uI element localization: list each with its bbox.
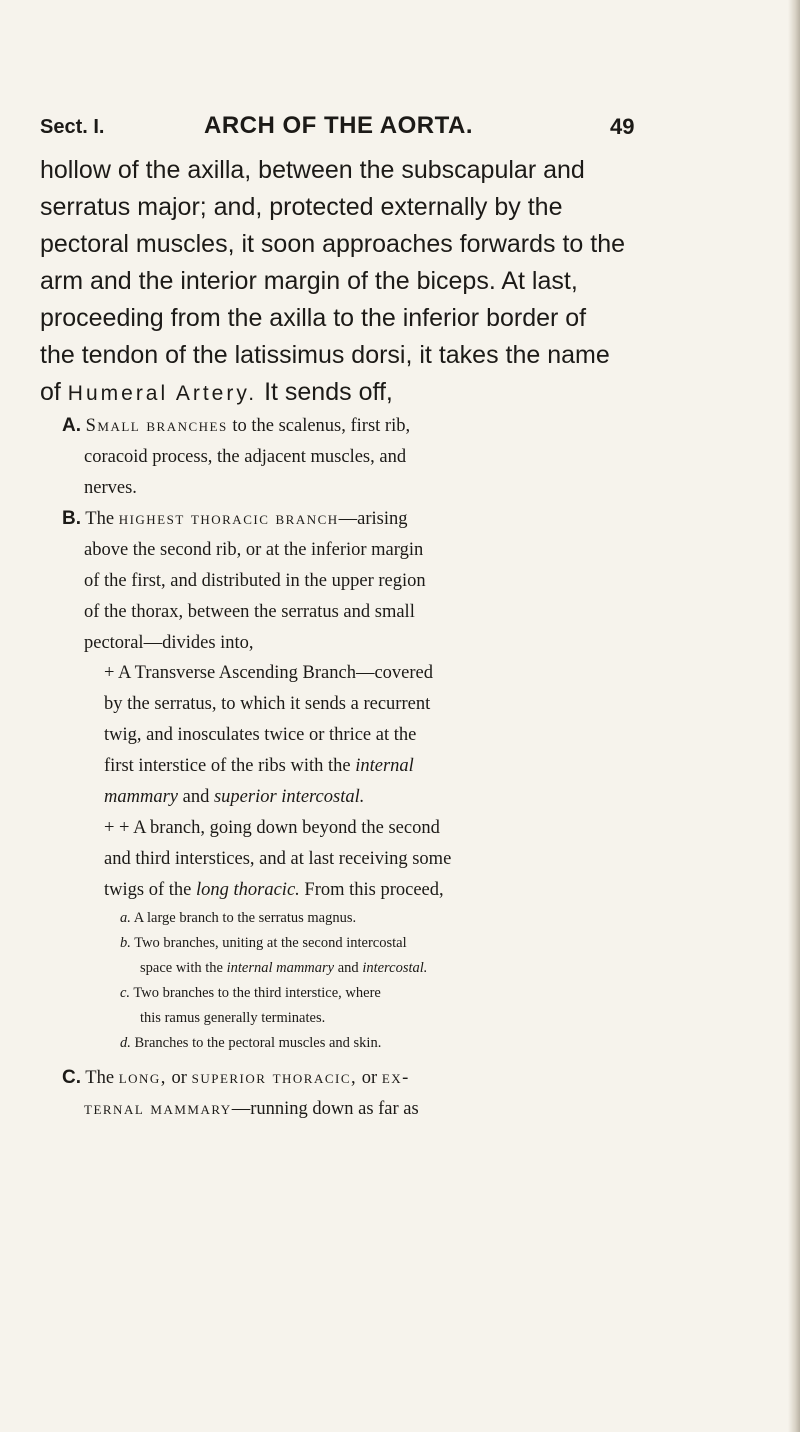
text-segment: or bbox=[357, 1068, 382, 1088]
text-line: hollow of the axilla, between the subscapular and bbox=[40, 156, 585, 184]
subitem-label: c. bbox=[120, 985, 131, 1001]
text-line: serratus major; and, protected externally by the bbox=[40, 193, 563, 221]
subitem-c bbox=[120, 981, 800, 1006]
descending-branch bbox=[104, 813, 800, 906]
text-line: arm and the interior margin of the biceps. At last, bbox=[40, 267, 578, 295]
subitem-b bbox=[120, 931, 800, 956]
item-heading: superior thoracic, bbox=[191, 1068, 358, 1088]
italic-term: mammary bbox=[104, 787, 178, 807]
text-line: of the thorax, between the serratus and small bbox=[84, 602, 415, 622]
text-segment: Two branches to the third interstice, where bbox=[130, 985, 381, 1001]
text-segment: The bbox=[81, 509, 119, 529]
text-line bbox=[104, 782, 800, 813]
text-segment: Branches to the pectoral muscles and skin. bbox=[130, 1035, 382, 1051]
text-line bbox=[62, 1094, 800, 1125]
text-segment: —running down as far as bbox=[231, 1099, 419, 1119]
item-heading: Small branches bbox=[85, 416, 228, 436]
text-line: nerves. bbox=[84, 478, 137, 498]
text-line bbox=[40, 374, 756, 412]
item-heading: highest thoracic branch bbox=[118, 509, 339, 529]
text-segment: first interstice of the ribs with the bbox=[104, 756, 356, 776]
text-segment: of bbox=[40, 378, 68, 406]
item-heading: ternal mammary bbox=[84, 1099, 232, 1119]
humeral-artery-term: Humeral Artery. bbox=[67, 382, 258, 405]
section-label: Sect. I. bbox=[40, 116, 105, 138]
text-line: + A Transverse Ascending Branch—covered bbox=[104, 663, 433, 683]
text-line: and third interstices, and at last receiving some bbox=[104, 849, 452, 869]
item-label: B. bbox=[62, 508, 81, 529]
text-line: + + A branch, going down beyond the second bbox=[104, 818, 440, 838]
text-segment: —arising bbox=[338, 509, 408, 529]
transverse-branch bbox=[104, 658, 800, 813]
item-heading: long, bbox=[118, 1068, 167, 1088]
text-line: this ramus generally terminates. bbox=[140, 1010, 326, 1026]
text-line bbox=[62, 503, 800, 535]
text-line: by the serratus, to which it sends a recurrent bbox=[104, 694, 431, 714]
italic-term: superior intercostal. bbox=[213, 787, 365, 807]
text-line: of the first, and distributed in the upper region bbox=[84, 571, 426, 591]
italic-term: internal mammary bbox=[226, 960, 335, 976]
text-line: proceeding from the axilla to the inferior border of bbox=[40, 304, 587, 332]
text-segment: and bbox=[178, 787, 214, 807]
text-line: pectoral muscles, it soon approaches forwards to the bbox=[40, 230, 626, 258]
subitem-label: d. bbox=[120, 1035, 131, 1051]
text-line bbox=[62, 410, 800, 442]
text-segment: A large branch to the serratus magnus. bbox=[130, 910, 357, 926]
text-line bbox=[104, 875, 800, 906]
subitem-d bbox=[120, 1031, 800, 1056]
item-label: C. bbox=[62, 1067, 81, 1088]
item-label: A. bbox=[62, 415, 81, 436]
intro-paragraph bbox=[40, 152, 756, 412]
running-header bbox=[40, 112, 740, 148]
page-title: ARCH OF THE AORTA. bbox=[204, 112, 473, 139]
italic-term: intercostal. bbox=[362, 960, 428, 976]
item-heading: ex- bbox=[381, 1068, 410, 1088]
text-line: twig, and inosculates twice or thrice at the bbox=[104, 725, 417, 745]
text-segment: From this proceed, bbox=[299, 880, 444, 900]
item-c bbox=[62, 1062, 800, 1125]
subitem-label: b. bbox=[120, 935, 131, 951]
italic-term: internal bbox=[355, 756, 414, 776]
item-b bbox=[62, 503, 800, 659]
subitem-label: a. bbox=[120, 910, 131, 926]
text-segment: space with the bbox=[140, 960, 227, 976]
text-line: above the second rib, or at the inferior margin bbox=[84, 540, 424, 560]
page-number: 49 bbox=[610, 114, 635, 139]
text-segment: Two branches, uniting at the second intercostal bbox=[130, 935, 407, 951]
text-segment: It sends off, bbox=[257, 378, 393, 406]
subitem-a bbox=[120, 906, 800, 931]
text-segment: to the scalenus, first rib, bbox=[227, 416, 411, 436]
text-line: coracoid process, the adjacent muscles, and bbox=[84, 447, 407, 467]
text-line: the tendon of the latissimus dorsi, it takes the name bbox=[40, 341, 610, 369]
text-segment: twigs of the bbox=[104, 880, 196, 900]
text-line bbox=[62, 1062, 800, 1094]
text-line bbox=[104, 751, 800, 782]
text-segment: or bbox=[166, 1068, 192, 1088]
text-line: pectoral—divides into, bbox=[84, 633, 254, 653]
text-line bbox=[120, 956, 800, 981]
italic-term: long thoracic. bbox=[195, 880, 300, 900]
subitem-list bbox=[120, 906, 800, 1056]
text-segment: The bbox=[81, 1068, 119, 1088]
item-a bbox=[62, 410, 800, 504]
text-segment: and bbox=[334, 960, 363, 976]
